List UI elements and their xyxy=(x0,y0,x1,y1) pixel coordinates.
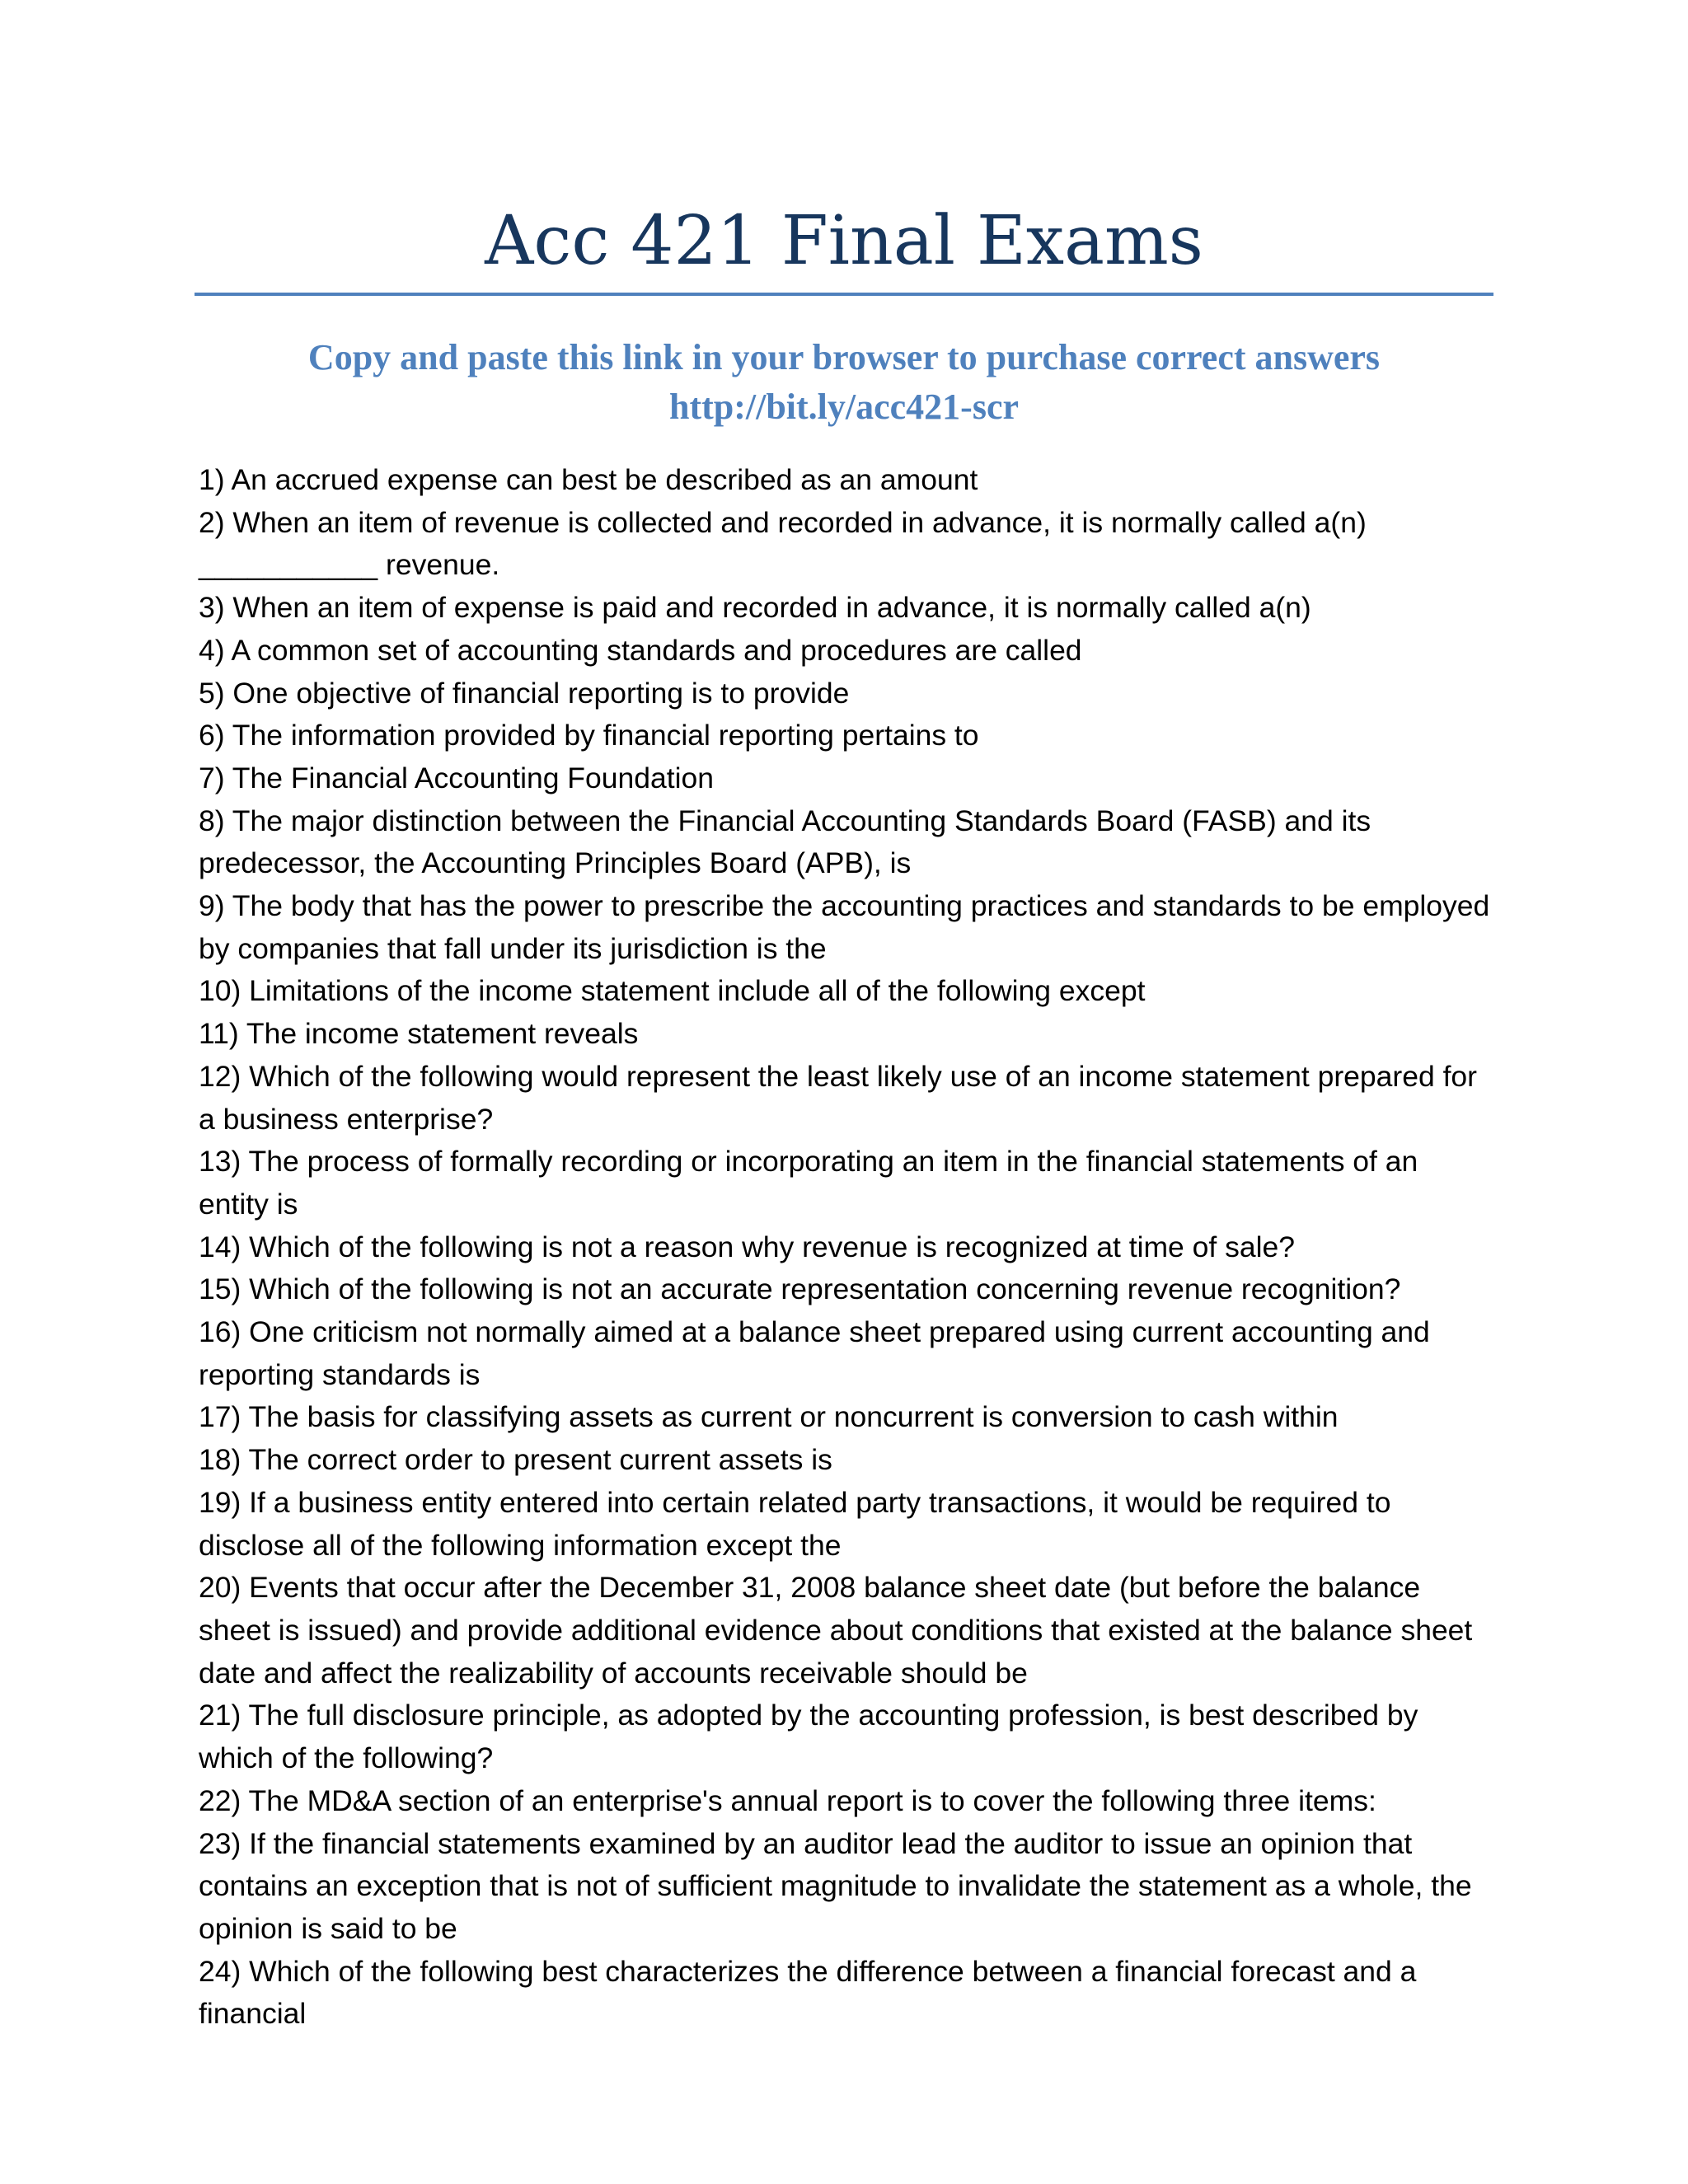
question-item: 20) Events that occur after the December 31, 2008 balance sheet date (but before the balance sheet is issued) and provide additional evidence about conditions that existed at the balance sheet date and affect the realizability of accounts receivable should be xyxy=(199,1571,1473,1690)
question-item: 13) The process of formally recording or incorporating an item in the financial statements of an entity is xyxy=(199,1145,1418,1221)
question-item: 2) When an item of revenue is collected and recorded in advance, it is normally called a(n) ___________ revenue. xyxy=(199,505,1367,582)
question-item: 16) One criticism not normally aimed at a balance sheet prepared using current accounting and reporting standards is xyxy=(199,1315,1430,1391)
question-item: 15) Which of the following is not an accurate representation concerning revenue recognition? xyxy=(199,1272,1401,1306)
question-item: 23) If the financial statements examined by an auditor lead the auditor to issue an opinion that contains an exception that is not of sufficient magnitude to invalidate the statement as a whole, the opinion is said to be xyxy=(199,1826,1472,1945)
question-item: 18) The correct order to present current assets is xyxy=(199,1443,832,1477)
purchase-notice xyxy=(195,333,1493,432)
question-item: 5) One objective of financial reporting is to provide xyxy=(199,676,850,710)
question-item: 21) The full disclosure principle, as adopted by the accounting profession, is best described by which of the following? xyxy=(199,1699,1418,1775)
question-item: 1) An accrued expense can best be described as an amount xyxy=(199,463,978,496)
purchase-link[interactable]: http://bit.ly/acc421-scr xyxy=(668,387,1020,427)
question-item: 22) The MD&A section of an enterprise's annual report is to cover the following three items: xyxy=(199,1783,1376,1817)
question-item: 8) The major distinction between the Financial Accounting Standards Board (FASB) and its predecessor, the Accounting Principles Board (APB), is xyxy=(199,804,1372,880)
purchase-instruction-text: Copy and paste this link in your browser to purchase correct answers xyxy=(307,337,1381,377)
question-item: 10) Limitations of the income statement include all of the following except xyxy=(199,974,1146,1008)
question-item: 6) The information provided by financial reporting pertains to xyxy=(199,719,979,752)
question-item: 9) The body that has the power to prescribe the accounting practices and standards to be employed by companies that fall under its jurisdiction is the xyxy=(199,889,1490,965)
question-item: 14) Which of the following is not a reason why revenue is recognized at time of sale? xyxy=(199,1230,1295,1263)
question-item: 3) When an item of expense is paid and recorded in advance, it is normally called a(n) xyxy=(199,591,1311,625)
question-item: 19) If a business entity entered into certain related party transactions, it would be required to disclose all of the following information except the xyxy=(199,1485,1391,1562)
title-underline-divider xyxy=(195,293,1493,296)
page-title: Acc 421 Final Exams xyxy=(485,202,1203,280)
question-item: 24) Which of the following best characterizes the difference between a financial forecast and a financial xyxy=(199,1954,1417,2031)
question-item: 12) Which of the following would represent the least likely use of an income statement prepared for a business enterprise? xyxy=(199,1059,1477,1136)
question-item: 17) The basis for classifying assets as current or noncurrent is conversion to cash within xyxy=(199,1400,1339,1434)
question-list xyxy=(199,459,1493,2036)
question-item: 7) The Financial Accounting Foundation xyxy=(199,761,714,794)
question-item: 4) A common set of accounting standards and procedures are called xyxy=(199,633,1082,667)
question-item: 11) The income statement reveals xyxy=(199,1017,639,1051)
